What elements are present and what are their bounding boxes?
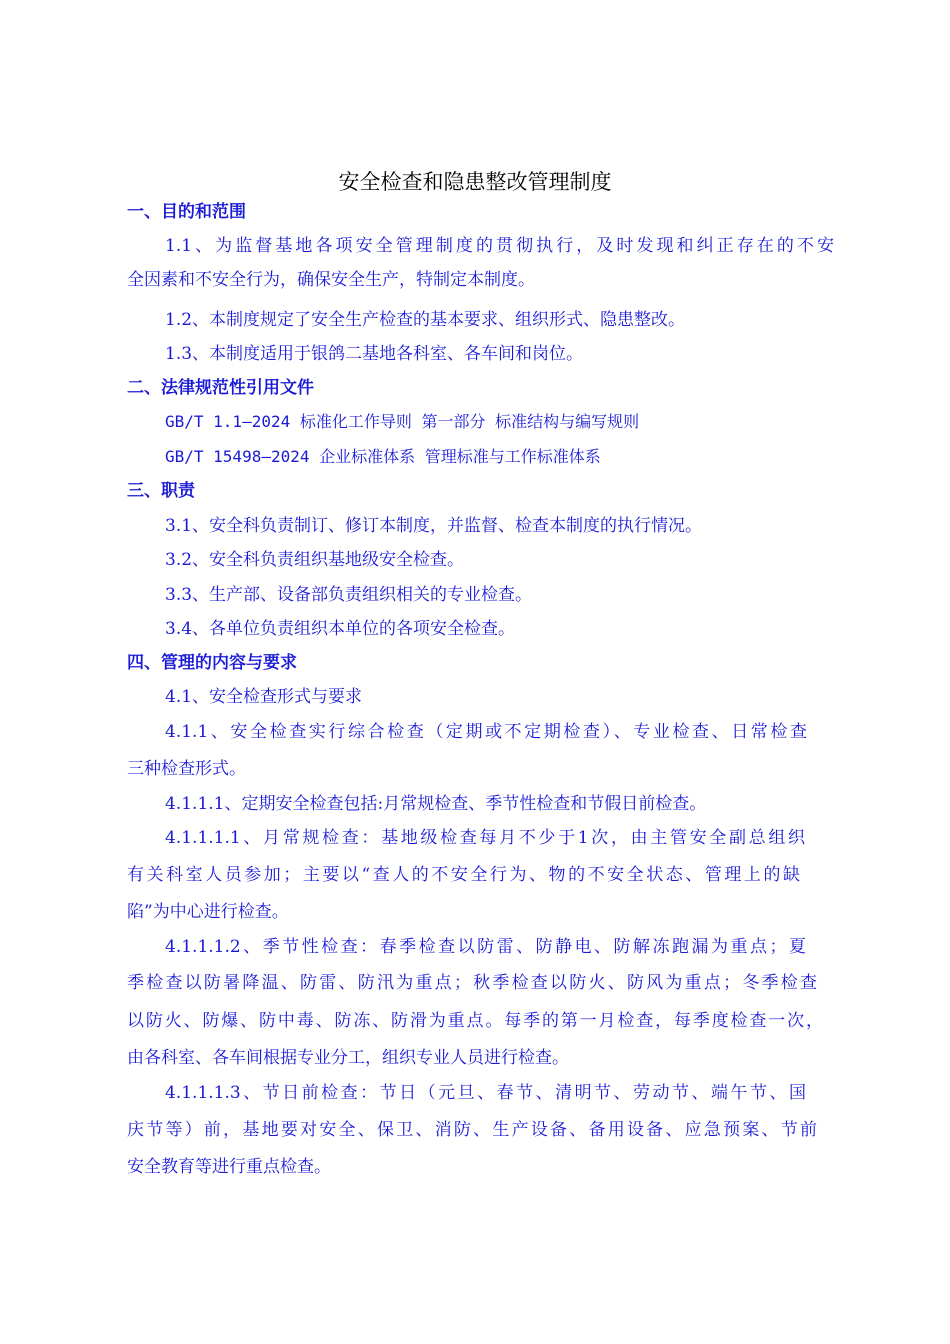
paragraph-line: 1.3、本制度适用于银鸽二基地各科室、各车间和岗位。 — [165, 344, 584, 364]
paragraph-line: 1.2、本制度规定了安全生产检查的基本要求、组织形式、隐患整改。 — [165, 310, 686, 330]
paragraph-line: 有关科室人员参加；主要以“查人的不安全行为、物的不安全状态、管理上的缺 — [127, 865, 800, 885]
paragraph-line: 3.1、安全科负责制订、修订本制度，并监督、检查本制度的执行情况。 — [165, 516, 703, 536]
paragraph-line: 4.1.1.1.2、季节性检查：春季检查以防雷、防静电、防解冻跑漏为重点；夏 — [165, 937, 806, 957]
paragraph-line: 3.4、各单位负责组织本单位的各项安全检查。 — [165, 619, 516, 639]
paragraph-line: 全因素和不安全行为，确保安全生产，特制定本制度。 — [127, 270, 535, 290]
paragraph-line: 3.3、生产部、设备部负责组织相关的专业检查。 — [165, 585, 533, 605]
paragraph-line: 4.1.1.1.1、月常规检查：基地级检查每月不少于1次，由主管安全副总组织 — [165, 828, 805, 848]
paragraph-line: 3.2、安全科负责组织基地级安全检查。 — [165, 550, 465, 570]
reference-item: GB/T 15498—2024 企业标准体系 管理标准与工作标准体系 — [165, 447, 601, 466]
paragraph-line: 安全教育等进行重点检查。 — [127, 1157, 331, 1177]
paragraph-line: 4.1、安全检查形式与要求 — [165, 687, 363, 707]
paragraph-line: 季检查以防暑降温、防雷、防汛为重点；秋季检查以防火、防风为重点；冬季检查 — [127, 973, 817, 993]
document-title: 安全检查和隐患整改管理制度 — [338, 170, 612, 194]
paragraph-line: 三种检查形式。 — [127, 759, 246, 779]
paragraph-line: 4.1.1.1.3、节日前检查：节日（元旦、春节、清明节、劳动节、端午节、国 — [165, 1083, 806, 1103]
paragraph-line: 4.1.1、安全检查实行综合检查（定期或不定期检查）、专业检查、日常检查 — [165, 722, 807, 742]
reference-item: GB/T 1.1—2024 标准化工作导则 第一部分 标准结构与编写规则 — [165, 412, 640, 431]
paragraph-line: 1.1、为监督基地各项安全管理制度的贯彻执行，及时发现和纠正存在的不安 — [165, 236, 834, 256]
section-heading-purpose: 一、目的和范围 — [127, 202, 246, 222]
paragraph-line: 庆节等）前，基地要对安全、保卫、消防、生产设备、备用设备、应急预案、节前 — [127, 1120, 817, 1140]
paragraph-line: 由各科室、各车间根据专业分工，组织专业人员进行检查。 — [127, 1048, 569, 1068]
paragraph-line: 陷”为中心进行检查。 — [127, 902, 289, 922]
section-heading-responsibilities: 三、职责 — [127, 481, 195, 501]
paragraph-line: 以防火、防爆、防中毒、防冻、防滑为重点。每季的第一月检查，每季度检查一次， — [127, 1011, 823, 1031]
section-heading-content: 四、管理的内容与要求 — [127, 653, 297, 673]
section-heading-references: 二、法律规范性引用文件 — [127, 378, 314, 398]
paragraph-line: 4.1.1.1、定期安全检查包括:月常规检查、季节性检查和节假日前检查。 — [165, 794, 707, 814]
